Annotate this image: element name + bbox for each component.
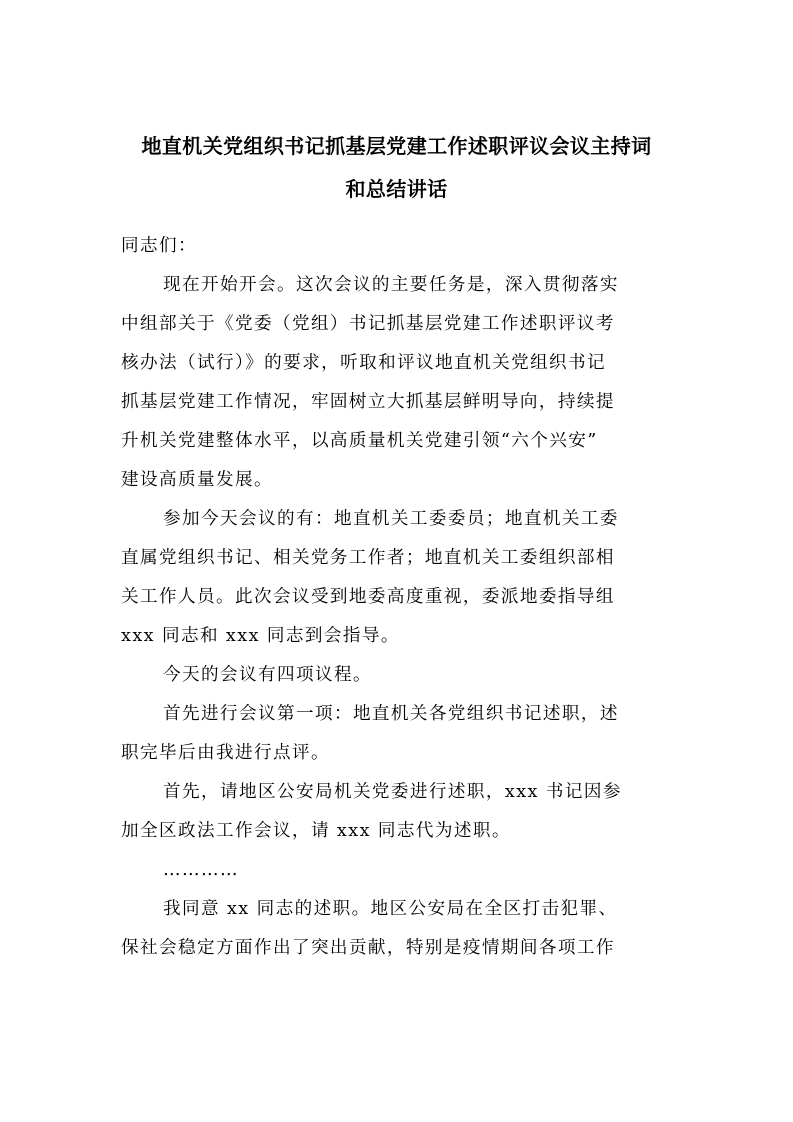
paragraph-2-line-3: 关工作人员。此次会议受到地委高度重视，委派地委指导组 [121, 587, 615, 607]
paragraph-1-line-5: 升机关党建整体水平，以高质量机关党建引领“六个兴安” [121, 431, 598, 451]
paragraph-1-line-2: 中组部关于《党委（党组）书记抓基层党建工作述职评议考 [121, 314, 615, 334]
document-title-line-1: 地直机关党组织书记抓基层党建工作述职评议会议主持词 [141, 134, 652, 158]
document-title-line-2: 和总结讲话 [345, 177, 448, 201]
ellipsis-line: ………… [163, 860, 239, 880]
paragraph-1-line-3: 核办法（试行）》的要求，听取和评议地直机关党组织书记 [121, 353, 607, 373]
paragraph-3-line-1: 今天的会议有四项议程。 [163, 665, 372, 685]
paragraph-1-line-1: 现在开始开会。这次会议的主要任务是，深入贯彻落实 [163, 275, 619, 295]
paragraph-4-line-1: 首先进行会议第一项：地直机关各党组织书记述职，述 [163, 704, 619, 724]
paragraph-2-line-2: 直属党组织书记、相关党务工作者；地直机关工委组织部相 [121, 548, 615, 568]
paragraph-1-line-6: 建设高质量发展。 [121, 470, 273, 490]
paragraph-6-line-2: 保社会稳定方面作出了突出贡献，特别是疫情期间各项工作 [121, 938, 615, 958]
paragraph-6-line-1: 我同意 xx 同志的述职。地区公安局在全区打击犯罪、 [163, 899, 618, 919]
salutation: 同志们： [121, 236, 197, 256]
paragraph-2-line-1: 参加今天会议的有：地直机关工委委员；地直机关工委 [163, 509, 619, 529]
document-body [121, 227, 681, 968]
paragraph-4-line-2: 职完毕后由我进行点评。 [121, 743, 330, 763]
paragraph-5-line-2: 加全区政法工作会议，请 xxx 同志代为述职。 [121, 821, 511, 841]
paragraph-1-line-4: 抓基层党建工作情况，牢固树立大抓基层鲜明导向，持续提 [121, 392, 615, 412]
paragraph-2-line-4: xxx 同志和 xxx 同志到会指导。 [121, 626, 400, 646]
paragraph-5-line-1: 首先，请地区公安局机关党委进行述职，xxx 书记因参 [163, 782, 622, 802]
